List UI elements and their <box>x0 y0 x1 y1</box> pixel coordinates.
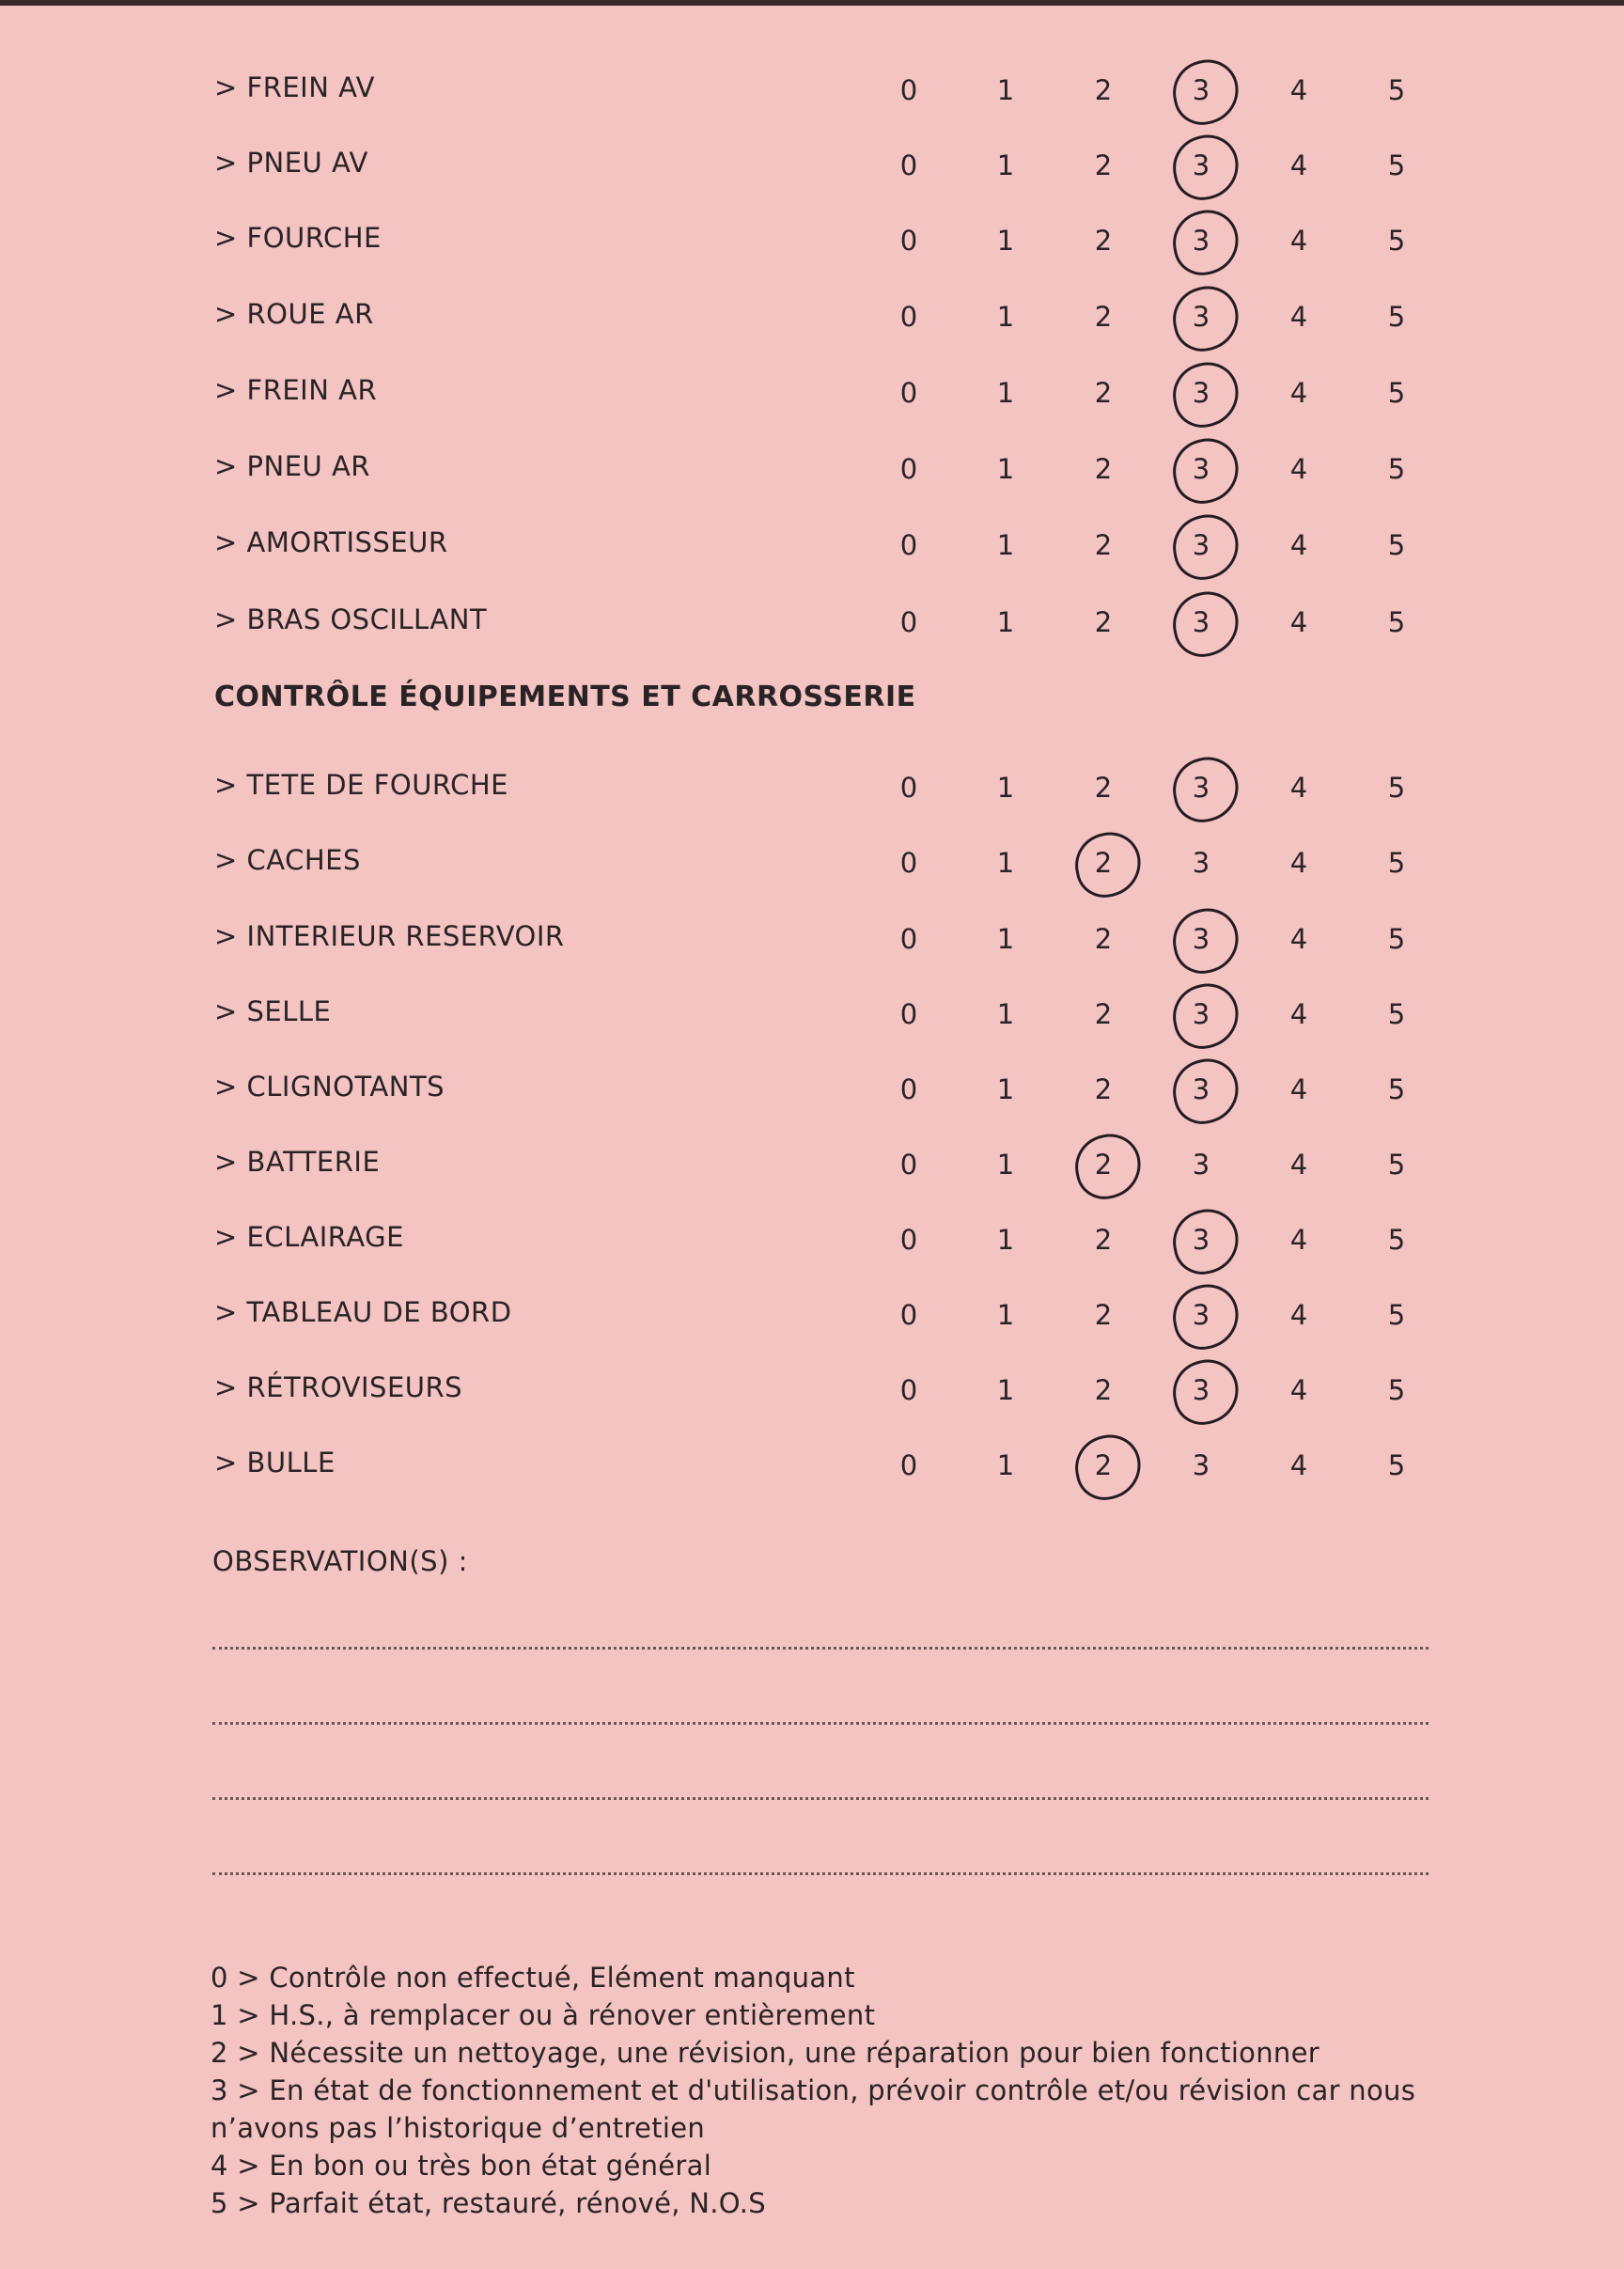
score-option-0[interactable]: 0 <box>899 923 918 955</box>
observation-line[interactable] <box>212 1872 1429 1875</box>
score-option-0[interactable]: 0 <box>899 998 918 1030</box>
score-option-2[interactable]: 2 <box>1094 1374 1113 1406</box>
score-option-5[interactable]: 5 <box>1387 1073 1406 1105</box>
checklist-row <box>0 1435 1624 1492</box>
score-option-5[interactable]: 5 <box>1387 1224 1406 1256</box>
checklist-row <box>0 287 1624 343</box>
score-option-0[interactable]: 0 <box>899 453 918 485</box>
checklist-row-label: > INTERIEUR RESERVOIR <box>214 920 565 952</box>
score-option-4[interactable]: 4 <box>1289 772 1308 804</box>
score-option-0[interactable]: 0 <box>899 1374 918 1406</box>
checklist-row <box>0 592 1624 649</box>
checklist-row-label: > ROUE AR <box>214 298 374 330</box>
checklist-row <box>0 60 1624 117</box>
score-option-3[interactable]: 3 <box>1173 602 1229 643</box>
score-option-5[interactable]: 5 <box>1387 606 1406 638</box>
checklist-row-label: > AMORTISSEUR <box>214 526 448 558</box>
score-option-2[interactable]: 2 <box>1075 1144 1132 1185</box>
score-option-2[interactable]: 2 <box>1094 772 1113 804</box>
score-option-1[interactable]: 1 <box>996 923 1015 955</box>
score-option-3[interactable]: 3 <box>1173 70 1229 111</box>
score-option-2[interactable]: 2 <box>1094 149 1113 181</box>
observation-line[interactable] <box>212 1797 1429 1800</box>
checklist-row <box>0 1210 1624 1266</box>
checklist-row-label: > TETE DE FOURCHE <box>214 769 508 801</box>
score-option-2[interactable]: 2 <box>1094 225 1113 257</box>
score-option-4[interactable]: 4 <box>1289 847 1308 879</box>
checklist-row-label: > BRAS OSCILLANT <box>214 603 488 635</box>
score-option-4[interactable]: 4 <box>1289 1449 1308 1481</box>
checklist-row-label: > PNEU AR <box>214 450 370 482</box>
score-option-1[interactable]: 1 <box>996 377 1015 409</box>
score-option-3[interactable]: 3 <box>1173 1369 1229 1411</box>
score-option-2[interactable]: 2 <box>1094 1224 1113 1256</box>
score-option-3[interactable]: 3 <box>1173 918 1229 960</box>
score-option-5[interactable]: 5 <box>1387 923 1406 955</box>
score-option-3[interactable]: 3 <box>1173 1294 1229 1336</box>
legend-item-2: 2 > Nécessite un nettoyage, une révision, une réparation pour bien fonctionner <box>211 2037 1320 2069</box>
legend-item-4: 4 > En bon ou très bon état général <box>211 2150 712 2182</box>
score-option-3[interactable]: 3 <box>1173 524 1229 566</box>
checklist-row <box>0 135 1624 192</box>
score-option-1[interactable]: 1 <box>996 301 1015 333</box>
checklist-row-label: > PNEU AV <box>214 147 368 179</box>
score-option-1[interactable]: 1 <box>996 847 1015 879</box>
score-option-0[interactable]: 0 <box>899 301 918 333</box>
score-option-2[interactable]: 2 <box>1094 377 1113 409</box>
score-option-4[interactable]: 4 <box>1289 453 1308 485</box>
checklist-row-label: > SELLE <box>214 995 332 1027</box>
score-option-1[interactable]: 1 <box>996 149 1015 181</box>
score-option-3[interactable]: 3 <box>1192 1449 1210 1481</box>
score-option-3[interactable]: 3 <box>1192 1149 1210 1181</box>
checklist-row <box>0 1285 1624 1341</box>
observation-line[interactable] <box>212 1647 1429 1650</box>
score-option-4[interactable]: 4 <box>1289 998 1308 1030</box>
score-option-3[interactable]: 3 <box>1173 296 1229 337</box>
checklist-row <box>0 1360 1624 1416</box>
score-option-2[interactable]: 2 <box>1075 842 1132 884</box>
score-option-2[interactable]: 2 <box>1094 1299 1113 1331</box>
score-option-2[interactable]: 2 <box>1094 606 1113 638</box>
score-option-2[interactable]: 2 <box>1094 74 1113 106</box>
checklist-row <box>0 211 1624 267</box>
score-option-4[interactable]: 4 <box>1289 1299 1308 1331</box>
score-option-5[interactable]: 5 <box>1387 1299 1406 1331</box>
score-option-0[interactable]: 0 <box>899 529 918 561</box>
score-option-5[interactable]: 5 <box>1387 847 1406 879</box>
observations-title: OBSERVATION(S) : <box>212 1545 468 1577</box>
checklist-row-label: > BULLE <box>214 1447 336 1479</box>
checklist-row-label: > CLIGNOTANTS <box>214 1071 445 1103</box>
score-option-5[interactable]: 5 <box>1387 149 1406 181</box>
checklist-row-label: > FOURCHE <box>214 222 382 254</box>
checklist-row <box>0 1134 1624 1191</box>
checklist-row <box>0 758 1624 814</box>
checklist-row-label: > FREIN AR <box>214 374 378 406</box>
score-option-3[interactable]: 3 <box>1173 145 1229 186</box>
score-option-1[interactable]: 1 <box>996 1149 1015 1181</box>
score-option-1[interactable]: 1 <box>996 74 1015 106</box>
legend-item-1: 1 > H.S., à remplacer ou à rénover entièrement <box>211 1999 876 2031</box>
checklist-row <box>0 1059 1624 1116</box>
score-option-1[interactable]: 1 <box>996 1073 1015 1105</box>
score-option-2[interactable]: 2 <box>1094 529 1113 561</box>
score-option-3[interactable]: 3 <box>1173 994 1229 1035</box>
observation-line[interactable] <box>212 1722 1429 1725</box>
score-option-1[interactable]: 1 <box>996 225 1015 257</box>
score-option-0[interactable]: 0 <box>899 1449 918 1481</box>
score-option-0[interactable]: 0 <box>899 1224 918 1256</box>
score-option-5[interactable]: 5 <box>1387 1449 1406 1481</box>
score-option-1[interactable]: 1 <box>996 606 1015 638</box>
checklist-row-label: > FREIN AV <box>214 71 375 103</box>
score-option-3[interactable]: 3 <box>1173 1219 1229 1260</box>
score-option-3[interactable]: 3 <box>1173 767 1229 808</box>
score-option-1[interactable]: 1 <box>996 998 1015 1030</box>
score-option-2[interactable]: 2 <box>1094 1073 1113 1105</box>
checklist-row <box>0 515 1624 571</box>
score-option-1[interactable]: 1 <box>996 1449 1015 1481</box>
score-option-3[interactable]: 3 <box>1192 847 1210 879</box>
checklist-row-label: > TABLEAU DE BORD <box>214 1296 512 1328</box>
score-option-4[interactable]: 4 <box>1289 923 1308 955</box>
checklist-row <box>0 984 1624 1041</box>
score-option-5[interactable]: 5 <box>1387 998 1406 1030</box>
checklist-row-label: > CACHES <box>214 844 361 876</box>
checklist-row <box>0 363 1624 419</box>
score-option-1[interactable]: 1 <box>996 1224 1015 1256</box>
section-title-equipment: CONTRÔLE ÉQUIPEMENTS ET CARROSSERIE <box>214 681 916 713</box>
score-option-0[interactable]: 0 <box>899 1299 918 1331</box>
score-option-5[interactable]: 5 <box>1387 74 1406 106</box>
checklist-row-label: > BATTERIE <box>214 1146 381 1178</box>
score-option-3[interactable]: 3 <box>1173 1069 1229 1110</box>
score-option-1[interactable]: 1 <box>996 1299 1015 1331</box>
score-option-1[interactable]: 1 <box>996 529 1015 561</box>
checklist-row-label: > RÉTROVISEURS <box>214 1371 463 1403</box>
score-option-5[interactable]: 5 <box>1387 529 1406 561</box>
score-option-2[interactable]: 2 <box>1075 1445 1132 1486</box>
score-option-5[interactable]: 5 <box>1387 301 1406 333</box>
score-option-0[interactable]: 0 <box>899 74 918 106</box>
score-option-5[interactable]: 5 <box>1387 1149 1406 1181</box>
score-option-5[interactable]: 5 <box>1387 377 1406 409</box>
score-option-4[interactable]: 4 <box>1289 1149 1308 1181</box>
score-option-5[interactable]: 5 <box>1387 772 1406 804</box>
score-option-1[interactable]: 1 <box>996 453 1015 485</box>
score-option-5[interactable]: 5 <box>1387 225 1406 257</box>
score-option-2[interactable]: 2 <box>1094 923 1113 955</box>
score-option-2[interactable]: 2 <box>1094 998 1113 1030</box>
legend-item-3: 3 > En état de fonctionnement et d'utilisation, prévoir contrôle et/ou révision car nous n’avons pas l’historique d’entretien <box>211 2074 1416 2144</box>
score-option-0[interactable]: 0 <box>899 149 918 181</box>
score-option-0[interactable]: 0 <box>899 847 918 879</box>
checklist-row <box>0 833 1624 889</box>
score-option-2[interactable]: 2 <box>1094 453 1113 485</box>
score-option-0[interactable]: 0 <box>899 1149 918 1181</box>
score-option-4[interactable]: 4 <box>1289 1374 1308 1406</box>
score-option-4[interactable]: 4 <box>1289 377 1308 409</box>
score-option-0[interactable]: 0 <box>899 772 918 804</box>
score-option-3[interactable]: 3 <box>1173 220 1229 261</box>
score-option-3[interactable]: 3 <box>1173 372 1229 414</box>
checklist-row <box>0 439 1624 495</box>
score-option-0[interactable]: 0 <box>899 225 918 257</box>
score-option-1[interactable]: 1 <box>996 772 1015 804</box>
score-option-1[interactable]: 1 <box>996 1374 1015 1406</box>
rating-legend <box>211 1959 1451 2222</box>
score-option-5[interactable]: 5 <box>1387 1374 1406 1406</box>
score-option-4[interactable]: 4 <box>1289 1073 1308 1105</box>
score-option-2[interactable]: 2 <box>1094 301 1113 333</box>
checklist-row-label: > ECLAIRAGE <box>214 1221 404 1253</box>
score-option-4[interactable]: 4 <box>1289 74 1308 106</box>
score-option-4[interactable]: 4 <box>1289 529 1308 561</box>
score-option-3[interactable]: 3 <box>1173 448 1229 490</box>
score-option-4[interactable]: 4 <box>1289 225 1308 257</box>
legend-item-5: 5 > Parfait état, restauré, rénové, N.O.S <box>211 2187 766 2219</box>
score-option-5[interactable]: 5 <box>1387 453 1406 485</box>
checklist-row <box>0 909 1624 965</box>
score-option-4[interactable]: 4 <box>1289 149 1308 181</box>
score-option-0[interactable]: 0 <box>899 377 918 409</box>
score-option-4[interactable]: 4 <box>1289 301 1308 333</box>
score-option-4[interactable]: 4 <box>1289 1224 1308 1256</box>
legend-item-0: 0 > Contrôle non effectué, Elément manquant <box>211 1962 855 1994</box>
score-option-0[interactable]: 0 <box>899 1073 918 1105</box>
score-option-4[interactable]: 4 <box>1289 606 1308 638</box>
score-option-0[interactable]: 0 <box>899 606 918 638</box>
